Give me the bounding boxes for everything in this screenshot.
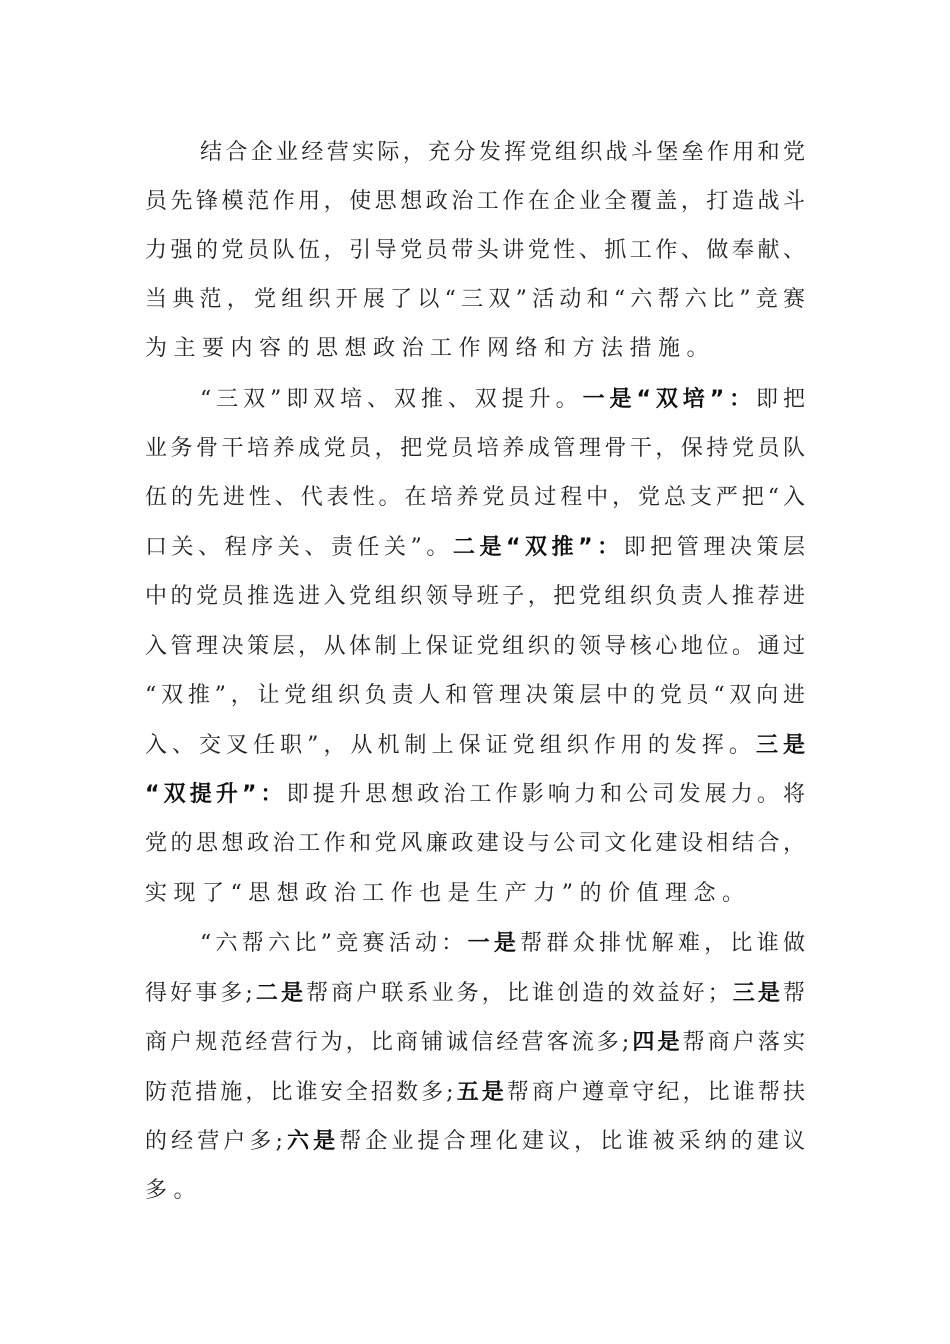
bold-segment: 二是“双推”： — [452, 535, 624, 560]
bold-segment: “双提升”： — [145, 782, 287, 807]
text-segment: 的经营户多; — [145, 1129, 283, 1154]
text-segment: 帮商户遵章守纪，比谁帮扶 — [506, 1080, 805, 1105]
text-segment: “双推”，让党组织负责人和管理决策层中的党员“双向进 — [145, 683, 805, 708]
paragraph-1-line-1 — [200, 138, 805, 168]
paragraph-1-line-2 — [145, 187, 805, 217]
text-segment: 多。 — [145, 1178, 203, 1203]
bold-segment: 二是 — [252, 981, 307, 1006]
paragraph-1-line-3 — [145, 236, 805, 266]
paragraph-2-line-6 — [145, 632, 805, 662]
text-segment: 为主要内容的思想政治工作网络和方法措施。 — [145, 336, 716, 361]
paragraph-2-line-10 — [145, 829, 805, 859]
paragraph-1-line-5 — [145, 334, 805, 364]
text-segment: 即把 — [756, 387, 805, 412]
text-segment: 即把管理决策层 — [623, 535, 806, 560]
text-segment: 业务骨干培养成党员，把党员培养成管理骨干，保持党员队 — [145, 436, 805, 461]
paragraph-2-line-4 — [145, 533, 805, 563]
text-segment: 力强的党员队伍，引导党员带头讲党性、抓工作、做奉献、 — [145, 238, 805, 263]
text-segment: “六帮六比”竞赛活动： — [200, 931, 468, 956]
text-segment: 入、交叉任职”，从机制上保证党组织作用的发挥。 — [145, 733, 756, 758]
paragraph-3-line-4 — [145, 1078, 805, 1108]
text-segment: 入管理决策层，从体制上保证党组织的领导核心地位。通过 — [145, 634, 805, 659]
paragraph-2-line-5 — [145, 582, 805, 612]
paragraph-3-line-2 — [145, 979, 805, 1009]
text-segment: 即提升思想政治工作影响力和公司发展力。将 — [286, 782, 805, 807]
text-segment: 伍的先进性、代表性。在培养党员过程中，党总支严把“入 — [145, 485, 805, 510]
text-segment: 帮商户落实 — [682, 1030, 805, 1055]
text-segment: 防范措施，比谁安全招数多; — [145, 1080, 454, 1105]
paragraph-2-line-11 — [145, 879, 805, 909]
paragraph-2-line-3 — [145, 483, 805, 513]
paragraph-2-line-7 — [145, 681, 805, 711]
bold-segment: 一是“双培”： — [582, 387, 757, 412]
text-segment: 帮企业提合理化建议，比谁被采纳的建议 — [339, 1129, 805, 1154]
bold-segment: 六是 — [282, 1129, 340, 1154]
text-segment: 当典范，党组织开展了以“三双”活动和“六帮六比”竞赛 — [145, 287, 805, 312]
paragraph-1-line-4 — [145, 285, 805, 315]
bold-segment: 四是 — [629, 1030, 683, 1055]
bold-segment: 三是 — [729, 981, 783, 1006]
text-segment: 实现了“思想政治工作也是生产力”的价值理念。 — [145, 881, 751, 906]
bold-segment: 五是 — [453, 1080, 507, 1105]
text-segment: 帮商户联系业务，比谁创造的效益好； — [306, 981, 730, 1006]
text-segment: 帮群众排忧解难，比谁做 — [520, 931, 805, 956]
text-segment: 党的思想政治工作和党风廉政建设与公司文化建设相结合， — [145, 831, 805, 856]
paragraph-3-line-5 — [145, 1127, 805, 1157]
bold-segment: 三是 — [755, 733, 805, 758]
text-segment: 口关、程序关、责任关”。 — [145, 535, 453, 560]
paragraph-2-line-1 — [200, 385, 805, 415]
text-segment: 帮 — [782, 981, 805, 1006]
paragraph-3-line-3 — [145, 1028, 805, 1058]
paragraph-3-line-6 — [145, 1176, 805, 1206]
bold-segment: 一是 — [467, 931, 521, 956]
text-segment: 得好事多; — [145, 981, 253, 1006]
paragraph-3-line-1 — [200, 929, 805, 959]
paragraph-2-line-2 — [145, 434, 805, 464]
text-segment: 员先锋模范作用，使思想政治工作在企业全覆盖，打造战斗 — [145, 189, 805, 214]
paragraph-2-line-8 — [145, 731, 805, 761]
text-segment: 商户规范经营行为，比商铺诚信经营客流多; — [145, 1030, 630, 1055]
paragraph-2-line-9 — [145, 780, 805, 810]
text-segment: 中的党员推选进入党组织领导班子，把党组织负责人推荐进 — [145, 584, 805, 609]
text-segment: “三双”即双培、双推、双提升。 — [200, 387, 583, 412]
text-segment: 结合企业经营实际，充分发挥党组织战斗堡垒作用和党 — [200, 140, 805, 165]
